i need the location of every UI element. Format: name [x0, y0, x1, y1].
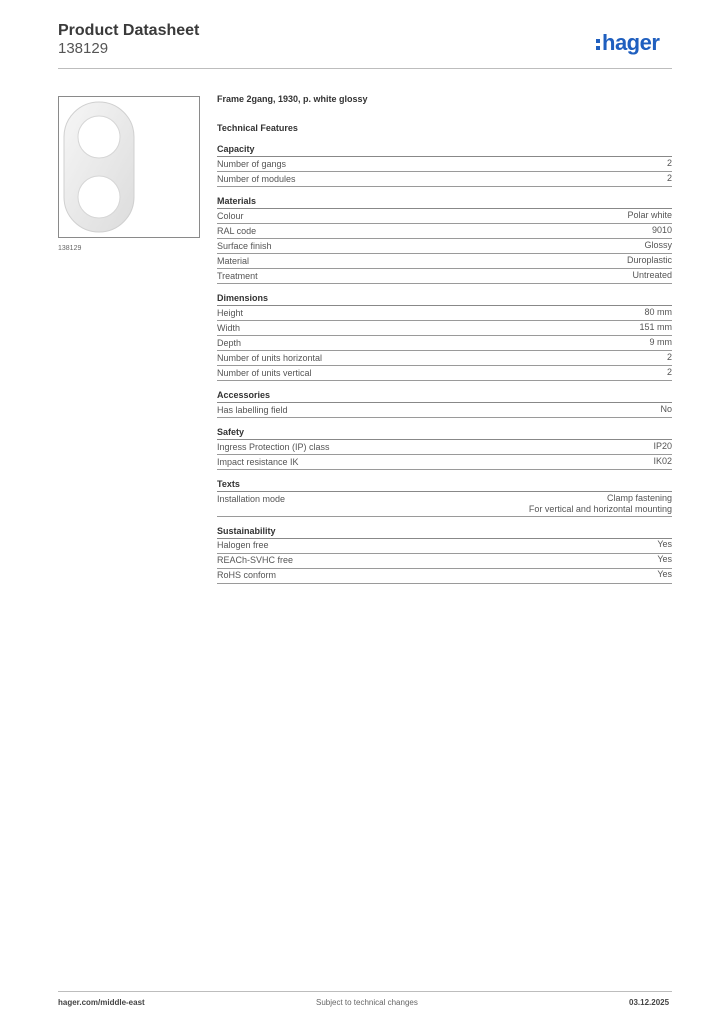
spec-value-line: Yes	[657, 569, 672, 579]
spec-sections	[217, 143, 672, 584]
spec-value-line: Duroplastic	[626, 254, 672, 265]
section-title: Sustainability	[217, 525, 672, 539]
spec-value	[653, 441, 672, 452]
section-title: Safety	[217, 426, 672, 440]
spec-value-line: Yes	[657, 539, 672, 549]
spec-label: Material	[217, 255, 250, 266]
spec-row	[217, 336, 672, 351]
spec-section	[217, 292, 672, 381]
spec-row	[217, 321, 672, 336]
spec-label: Height	[217, 307, 244, 318]
page-title: Product Datasheet	[58, 22, 200, 39]
spec-content	[217, 94, 672, 584]
technical-features-heading: Technical Features	[217, 123, 298, 133]
spec-value	[653, 456, 672, 467]
spec-row	[217, 306, 672, 321]
spec-value-line: 151 mm	[639, 321, 672, 332]
spec-value	[632, 270, 672, 281]
spec-value-line: Clamp fastening	[606, 492, 672, 503]
spec-value	[657, 569, 672, 580]
section-title: Materials	[217, 195, 672, 209]
spec-section	[217, 525, 672, 584]
logo-dots-icon	[596, 36, 600, 53]
spec-row	[217, 403, 672, 418]
footer-divider	[58, 991, 672, 992]
spec-value-line: Untreated	[632, 269, 672, 280]
spec-value	[627, 255, 672, 266]
spec-value-line: Polar white	[627, 209, 672, 220]
spec-row	[217, 224, 672, 239]
footer-date: 03.12.2025	[629, 998, 670, 1007]
spec-value-line: 2	[666, 351, 672, 362]
spec-section	[217, 389, 672, 418]
header-divider	[58, 68, 672, 69]
spec-row	[217, 366, 672, 381]
spec-row	[217, 157, 672, 172]
spec-row	[217, 172, 672, 187]
spec-label: Colour	[217, 210, 244, 221]
section-title: Capacity	[217, 143, 672, 157]
spec-section	[217, 143, 672, 187]
spec-label: Ingress Protection (IP) class	[217, 441, 330, 452]
spec-value-line: 2	[666, 157, 672, 168]
spec-label: RoHS conform	[217, 570, 277, 580]
product-image	[58, 96, 200, 238]
spec-row	[217, 539, 672, 554]
spec-value-line: 80 mm	[644, 306, 672, 317]
double-frame-image	[59, 97, 199, 237]
footer-website[interactable]: hager.com/middle-east	[58, 998, 145, 1007]
section-title: Texts	[217, 478, 672, 492]
spec-value	[667, 173, 672, 184]
spec-section	[217, 478, 672, 517]
spec-value-line: IP20	[653, 440, 672, 451]
image-caption: 138129	[58, 245, 82, 252]
product-code: 138129	[58, 40, 109, 57]
footer-notice: Subject to technical changes	[316, 998, 418, 1007]
spec-value-line: IK02	[653, 455, 672, 466]
spec-value-line: No	[660, 403, 672, 414]
spec-value	[657, 554, 672, 565]
spec-section	[217, 195, 672, 284]
spec-row	[217, 569, 672, 584]
section-title: Accessories	[217, 389, 672, 403]
hager-logo	[596, 30, 659, 56]
spec-label: Number of units horizontal	[217, 352, 323, 363]
spec-label: Number of modules	[217, 173, 296, 184]
spec-value-line: 9010	[651, 224, 672, 235]
spec-label: Installation mode	[217, 493, 286, 504]
spec-value	[650, 337, 673, 348]
spec-value	[529, 493, 672, 515]
spec-value-line: Glossy	[644, 239, 672, 250]
spec-value	[667, 158, 672, 169]
spec-label: REACh-SVHC free	[217, 555, 294, 565]
spec-value-line: Yes	[657, 554, 672, 564]
spec-row	[217, 440, 672, 455]
spec-label: Depth	[217, 337, 242, 348]
spec-value	[667, 367, 672, 378]
spec-value	[667, 352, 672, 363]
spec-value	[639, 322, 672, 333]
spec-value-line: For vertical and horizontal mounting	[528, 503, 672, 514]
spec-value	[644, 240, 672, 251]
spec-section	[217, 426, 672, 470]
spec-label: Treatment	[217, 270, 258, 281]
spec-value	[627, 210, 672, 221]
spec-label: RAL code	[217, 225, 257, 236]
spec-value	[657, 539, 672, 550]
spec-row	[217, 254, 672, 269]
spec-value-line: 2	[666, 366, 672, 377]
spec-row	[217, 351, 672, 366]
spec-label: Impact resistance IK	[217, 456, 299, 467]
spec-value-line: 9 mm	[649, 336, 672, 347]
spec-value-line: 2	[666, 172, 672, 183]
spec-label: Halogen free	[217, 540, 269, 550]
spec-row	[217, 554, 672, 569]
spec-value	[660, 404, 672, 415]
spec-label: Number of units vertical	[217, 367, 312, 378]
spec-row	[217, 492, 672, 517]
spec-value	[644, 307, 672, 318]
spec-row	[217, 455, 672, 470]
spec-row	[217, 239, 672, 254]
spec-value	[652, 225, 672, 236]
spec-row	[217, 269, 672, 284]
spec-row	[217, 209, 672, 224]
spec-label: Has labelling field	[217, 404, 288, 415]
spec-label: Width	[217, 322, 241, 333]
spec-label: Surface finish	[217, 240, 272, 251]
logo-text: hager	[602, 30, 660, 55]
section-title: Dimensions	[217, 292, 672, 306]
spec-label: Number of gangs	[217, 158, 287, 169]
product-name: Frame 2gang, 1930, p. white glossy	[217, 94, 368, 104]
